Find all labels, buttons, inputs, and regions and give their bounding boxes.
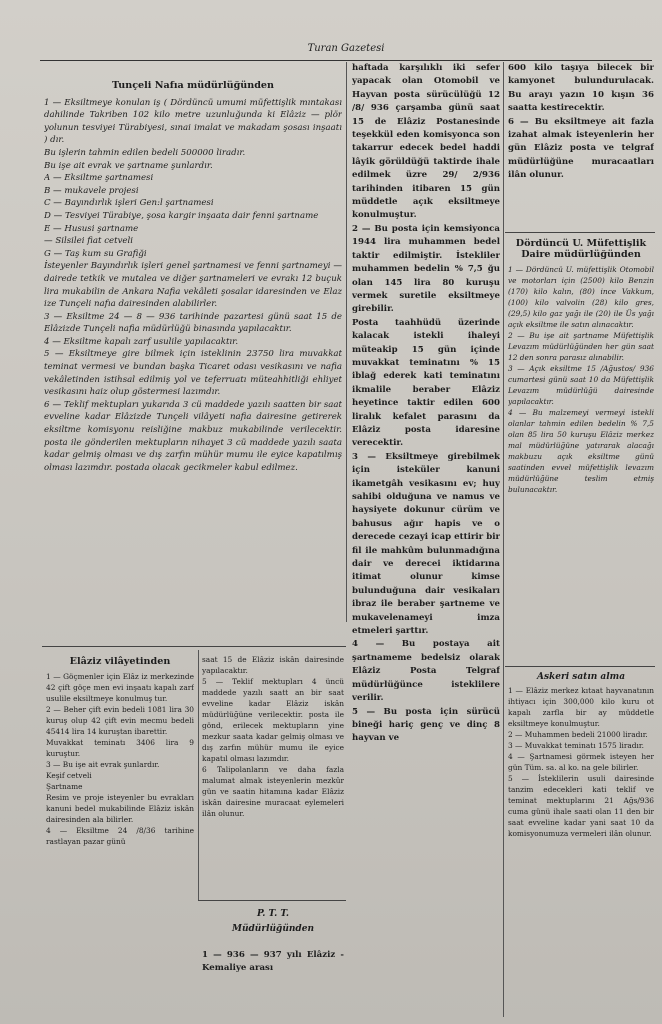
vilayet-paragraph: 5 — Teklif mektupları 4 üncü maddede yazılı saatt an bir saat evveline kadar Elâziz iskân müdürlüğüne verilecektir. posta ile gönd, erilecek mektupların yine mezkur saata kadar gelmiş olması ve dış zarfın mühür mumu ile eyice kapatıl olması lazımdır. [202, 677, 344, 763]
vilayet-paragraph: 3 — Bu işe ait evrak şunlardır. [46, 760, 160, 769]
ptt-paragraph: 4 — Bu postaya ait şartnameme bedelsiz olarak Elâziz Posta Telgraf müdürlüğünce isteklilere verilir. [352, 639, 500, 704]
ptt-paragraph: haftada karşılıklı iki sefer yapacak olan Otomobil ve Hayvan posta sürücülüğü 12 /8/ 936 çarşamba günü saat 15 de Elâziz Postanesinde teşekkül eden komisyonca son takarrur edecek bedel haddi lâyik görüldüğü taktirde ihale edilmek üzre 29/ 2/936 tarihinden itibaren 15 gün müddetle açık eksiltmeye konulmuştur. [352, 63, 500, 221]
tunceli-list-item: E — Hususi şartname [44, 223, 139, 234]
ptt-subtitle: Müdürlüğünden [232, 923, 314, 934]
askeri-paragraph: 5 — İsteklilerin usuli dairesinde tanzim edecekleri kati teklif ve teminat mektuplarını 21 Ağs/936 cuma günü ihale saati olan 11 den bir saat evveline kadar yani saat 10 da komisyonumuza vermeleri ilân olunur. [508, 774, 654, 838]
ptt-paragraph: Posta taahhüdü üzerinde kalacak istekli ihaleyi müteakip 15 gün içinde muvakkat teminatını % 15 iblağ ederek kati teminatını ikmalile beraber Elâziz heyetince taktir edilen 600 liralık kefalet parasını da Elâziz posta idaresine verecektir. [352, 317, 500, 449]
newspaper-name: Turan Gazetesi [307, 43, 385, 54]
ptt-continuation [352, 62, 500, 1017]
ptt-continuation-right [508, 62, 654, 230]
vilayet-paragraph: Resim ve proje isteyenler bu evrakları kanuni bedel mukabilinde Elâziz iskân dairesinden ala bilirler. [46, 793, 194, 824]
tunceli-paragraph: Bu işe ait evrak ve şartname şunlardır. [44, 160, 213, 171]
ptt-notice [202, 906, 344, 1016]
vilayet-paragraph: saat 15 de Elâziz iskân dairesinde yapılacaktır. [202, 655, 344, 675]
section-divider [505, 666, 655, 667]
mufettislik-paragraph: 2 — Bu işe ait şartname Müfettişlik Levazım müdürlüğünden her gün saat 12 den sonra parasız alınabilir. [508, 331, 654, 362]
tunceli-paragraph: İsteyenler Bayındırlık işleri genel şartnamesi ve fenni şartnameyi — dairede tetkik ve mutalea ve diğer şartnameleri ve evrakı 12 buçuk lira mukabilin de Ankara Nafia vekâleti şosalar idaresinden ve Elaz ize Tunçeli nafıa dairesinden alabilirler. [44, 261, 342, 310]
ptt-paragraph: 600 kilo taşıya bilecek bir kamyonet bulundurulacak. Bu arayı yazın 10 kışın 36 saatta kestirecektir. [508, 63, 654, 114]
ptt-title: P. T. T. [256, 909, 290, 919]
vilayet-notice [46, 654, 194, 999]
askeri-paragraph: 2 — Muhammen bedeli 21000 liradır. [508, 730, 648, 739]
ptt-paragraph: 6 — Bu eksiltmeye ait fazla izahat almak isteyenlerin her gün Elâziz posta ve telgraf müdürlüğüne muracaatları ilân olunur. [508, 116, 654, 181]
tunceli-paragraph: 4 — Eksiltme kapalı zarf usulile yapılacaktır. [44, 336, 239, 347]
tunceli-list-item: D — Tesviyei Türabiye, şosa kargir inşaata dair fenni şartname [44, 210, 319, 221]
ptt-paragraph: 3 — Eksiltmeye girebilmek için isteküler kanuni ikametgâh vesikasını ev; huy sahibi olduğuna ve namus ve haysiyete dokunur cürüm ve bahusus ağır hapis ve o derecede cezayi icap ettirir bir fil ile mahkûm bulunmadığına dair ve derecei iktidarına itimat olunur kimse bulunduğuna dair vesikaları ibraz ile beraber şartneme ve mukavelenameyi imza etmeleri şarttır. [352, 451, 500, 637]
column-divider [346, 62, 347, 622]
vilayet-paragraph: 6 Talipolanların ve daha fazla malumat almak isteyenlerin mezkûr gün ve saatin hitamına kadar Elâziz iskân dairesine muracaat eylemeleri ilân olunur. [202, 765, 344, 818]
section-divider [505, 232, 655, 233]
tunceli-paragraph: 6 — Teklif mektupları yukarıda 3 cü maddede yazılı saatten bir saat evveline kadar Elâzizde Tunçeli vilâyeti nafia dairesine getirerek eksiltme komisyonu reisliğine makbuz mukabilinde verilecektir. posta ile gönderilen mektupların nihayet 3 cü maddede yazılı saata kadar gelmiş olması ve dış zarfın mühür mumu ile eyice kapatılmış olması lazımdır. postada olacak gecikmeler kabul edilmez. [44, 399, 342, 473]
column-divider [198, 650, 199, 900]
askeri-paragraph: 3 — Muvakkat teminatı 1575 liradır. [508, 741, 644, 750]
vilayet-paragraph: 2 — Beher çift evin bedeli 1081 lira 30 kuruş olup 42 çift evin mecmu bedeli 45414 lira 14 kuruştan ibarettir. [46, 705, 194, 736]
mufettislik-title: Dördüncü U. Müfettişlik Daire müdürlüğünden [515, 238, 647, 260]
mufettislik-paragraph: 1 — Dördüncü U. müfettişlik Otomobil ve motorları için (2500) kilo Benzin (170) kilo kalın, (80) ince Vakkum, (100) kilo valvolin (28) kilo gres, (29,5) kilo gaz yağı ile (20) ile Üs yağı açık eksiltme ile satın alınacaktır. [508, 265, 654, 329]
vilayet-paragraph: 1 — Göçmenler için Elâz iz merkezinde 42 çift göçe men evi inşaatı kapalı zarf usulile eksiltmeye konulmuş tur. [46, 672, 194, 703]
column-divider [503, 62, 504, 1017]
askeri-title: Askeri satın alma [536, 672, 626, 682]
page-header [40, 38, 652, 61]
ptt-paragraph: 1 — 936 — 937 yılı Elâziz - Kemaliye arası [202, 950, 344, 973]
vilayet-paragraph: Muvakkat teminatı 3406 lira 9 kuruştur. [46, 738, 194, 758]
tunceli-list-item: C — Bayındırlık işleri Gen:l şartnamesi [44, 198, 214, 209]
ptt-paragraph: 5 — Bu posta için sürücü bineği hariç genç ve dinç 8 hayvan ve [352, 706, 500, 744]
tunceli-title: Tunçeli Nafıa müdürlüğünden [111, 80, 275, 91]
vilayet-paragraph: 4 — Eksiltme 24 /8/36 tarihine rastlayan pazar günü [46, 826, 194, 846]
askeri-notice [508, 670, 654, 1016]
askeri-paragraph: 4 — Şartnamesi görmek isteyen her gün Tüm. sa. al ko. na gele bilirler. [508, 752, 654, 772]
vilayet-title: Elâziz vilâyetinden [69, 656, 171, 667]
vilayet-paragraph: Keşif cetveli [46, 771, 92, 780]
askeri-paragraph: 1 — Elâziz merkez kıtaat hayvanatının ihtiyacı için 300,000 kilo kuru ot kapalı zarfla bir ay müddetle eksiltmeye konulmuştur. [508, 686, 654, 728]
tunceli-list-item: A — Eksiltme şartnamesi [44, 173, 154, 184]
mufettislik-paragraph: 3 — Açık eksiltme 15 /Ağustos/ 936 cumartesi günü saat 10 da Müfettişlik Levazım müdürlüğü dairesinde yapılacaktır. [508, 364, 654, 406]
mufettislik-paragraph: 4 — Bu malzemeyi vermeyi istekli olanlar tahmin edilen bedelin % 7,5 olan 85 lira 50 kuruşu Elâziz merkez mal müdürlüğüne yatırarak alacağı makbuzu açık eksiltme günü saatinden evvel müfettişlik levazım müdürlüğüne teslim etmiş bulunacaktır. [508, 408, 654, 494]
section-divider [198, 900, 346, 901]
ptt-paragraph: 2 — Bu posta için kemsiyonca 1944 lira muhammen bedel taktir edilmiştir. İstekliler muhammen bedelin % 7,5 ğu olan 145 lira 80 kuruşu vermek suretile eksiltmeye girebilir. [352, 223, 500, 315]
tunceli-list-item: B — mukavele projesi [44, 185, 139, 196]
tunceli-list-item: G — Taş kum su Grafiği [44, 248, 147, 259]
mufettislik-notice [508, 236, 654, 662]
tunceli-paragraph: 3 — Eksiltme 24 — 8 — 936 tarihinde pazartesi günü saat 15 de Elâzizde Tunçeli nafia müdürlüğü binasında yapılacaktır. [44, 311, 342, 335]
section-divider [42, 646, 346, 647]
vilayet-paragraph: Şartname [46, 782, 83, 791]
tunceli-list-item: — Silsilei fiat cetveli [44, 236, 134, 247]
tunceli-paragraph: 5 — Eksiltmeye gire bilmek için isteklinin 23750 lira muvakkat teminat vermesi ve bundan başka Ticaret odası vesikasını ve nafia vekâletinden istihsal edilmiş yol ve teferruatı müteahhitliği ehliyet vesikasını haiz olup göstermesi lazımdır. [44, 349, 342, 398]
vilayet-continuation [202, 654, 344, 898]
tunceli-notice [44, 78, 342, 644]
tunceli-paragraph: Bu işlerin tahmin edilen bedeli 500000 liradır. [44, 147, 246, 158]
tunceli-paragraph: 1 — Eksiltmeye konulan iş ( Dördüncü umumi müfettişlik mıntakası dahilinde Takriben 102 kilo metre uzunluğunda ki Elâziz — plör yolunun tesviyei Türabiyesi, sınai imalat ve makadam şosası inşaatı ) dır. [44, 97, 342, 146]
